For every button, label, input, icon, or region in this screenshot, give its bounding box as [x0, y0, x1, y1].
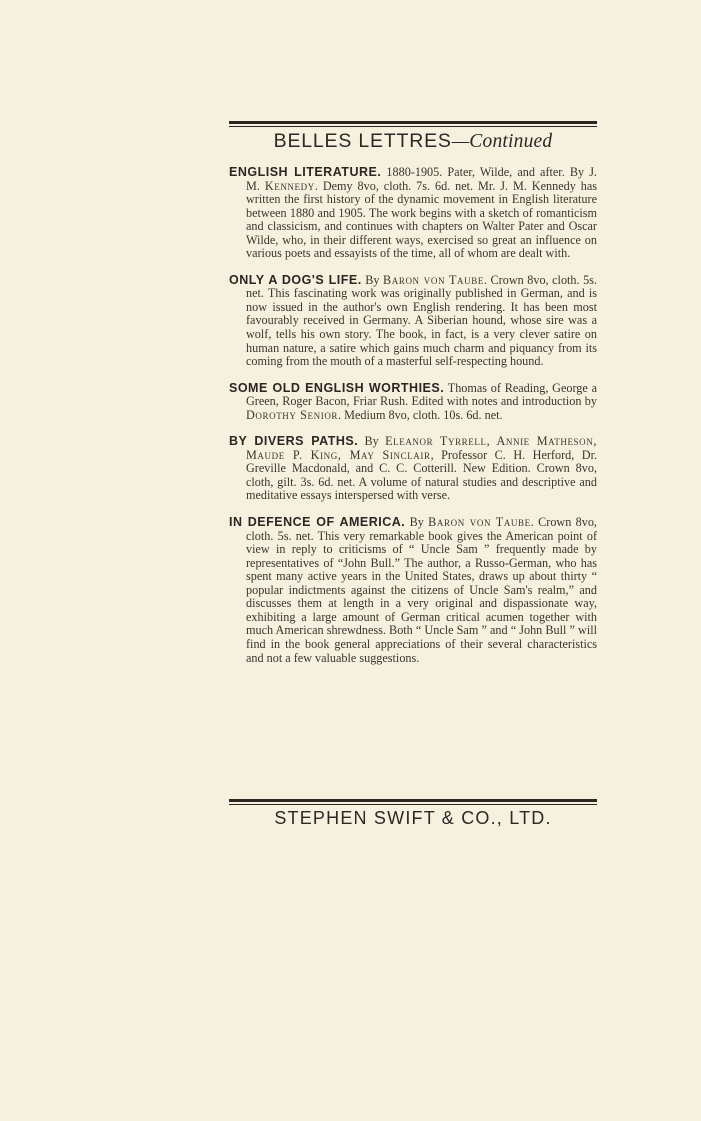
entry-author: Baron von Taube	[428, 515, 531, 530]
entry-lead: By	[358, 434, 386, 449]
entry-title: SOME OLD ENGLISH WORTHIES.	[229, 380, 445, 395]
catalogue-entry	[229, 166, 597, 261]
entry-body: , Professor C. H. Herford, Dr. Greville Macdonald, and C. C. Cotterill. New Edition. Crown 8vo, cloth, gilt. 3s. 6d. net. A volume of natural studies and descriptive and meditative essays interspersed with verse.	[246, 447, 597, 503]
entry-author: Kennedy	[264, 178, 315, 193]
catalogue-entry	[229, 435, 597, 503]
entry-title: BY DIVERS PATHS.	[229, 434, 359, 449]
catalogue-entry	[229, 382, 597, 423]
section-heading	[229, 127, 597, 156]
entry-author: Dorothy Senior	[246, 407, 339, 422]
section-continued: —Continued	[451, 131, 553, 152]
entry-title: ENGLISH LITERATURE.	[229, 165, 382, 179]
entry-author: Baron von Taube	[383, 272, 484, 287]
publisher-imprint: STEPHEN SWIFT & CO., LTD.	[274, 808, 552, 828]
entry-lead: Thomas of Reading, George a Green, Roger Bacon, Friar Rush. Edited with notes and introduction by	[246, 380, 597, 409]
entry-body: . Crown 8vo, cloth. 5s. net. This very remarkable book gives the American point of view in reply to criticisms of “ Uncle Sam ” frequently made by representatives of “John Bull.” The author, a Russo-German, who has spent many active years in the United States, draws up about thirty “ popular indictments against the citizens of Uncle Sam's realm,” and discusses them at length in a very original and dispassionate way, exhibiting a large amount of German critical acumen together with much American shrewdness. Both “ Uncle Sam ” and “ John Bull ” will find in the book general appreciations of their several characteristics and not a few valuable suggestions.	[246, 515, 597, 665]
entry-lead: By	[405, 515, 429, 530]
bottom-rule-thick	[229, 799, 597, 802]
entry-author: Eleanor Tyrrell, Annie Matheson, Maude P. King, May Sinclair	[246, 434, 597, 462]
bottom-rule-thin	[229, 804, 597, 805]
entry-lead: By	[361, 272, 384, 287]
entry-title: ONLY A DOG'S LIFE.	[229, 272, 362, 287]
entry-body: . Demy 8vo, cloth. 7s. 6d. net. Mr. J. M. Kennedy has written the first history of the dynamic movement in English literature between 1880 and 1905. The work begins with a sketch of romanticism and classicism, and continues with chapters on Walter Pater and Oscar Wilde, who, in their different ways, exercised so great an influence on various poets and essayists of the time, all of whom are dealt with.	[246, 178, 597, 261]
catalogue-entry	[229, 516, 597, 665]
section-title: BELLES LETTRES	[273, 130, 452, 152]
entry-body: . Medium 8vo, cloth. 10s. 6d. net.	[338, 407, 503, 422]
entry-list	[229, 166, 597, 678]
entry-lead: 1880-1905. Pater, Wilde, and after. By J. M.	[246, 165, 597, 193]
top-rule-thick	[229, 121, 597, 124]
entry-body: . Crown 8vo, cloth. 5s. net. This fascinating work was originally published in German, and is now issued in the author's own English rendering. It has been most favourably received in Germany. A Siberian hound, whose sire was a wolf, tells his own story. The book, in fact, is a very clever satire on human nature, a satire which gains much charm and piquancy from its coming from the mouth of a masterful self-respecting hound.	[246, 272, 597, 369]
entry-title: IN DEFENCE OF AMERICA.	[229, 515, 406, 530]
catalogue-entry	[229, 274, 597, 369]
